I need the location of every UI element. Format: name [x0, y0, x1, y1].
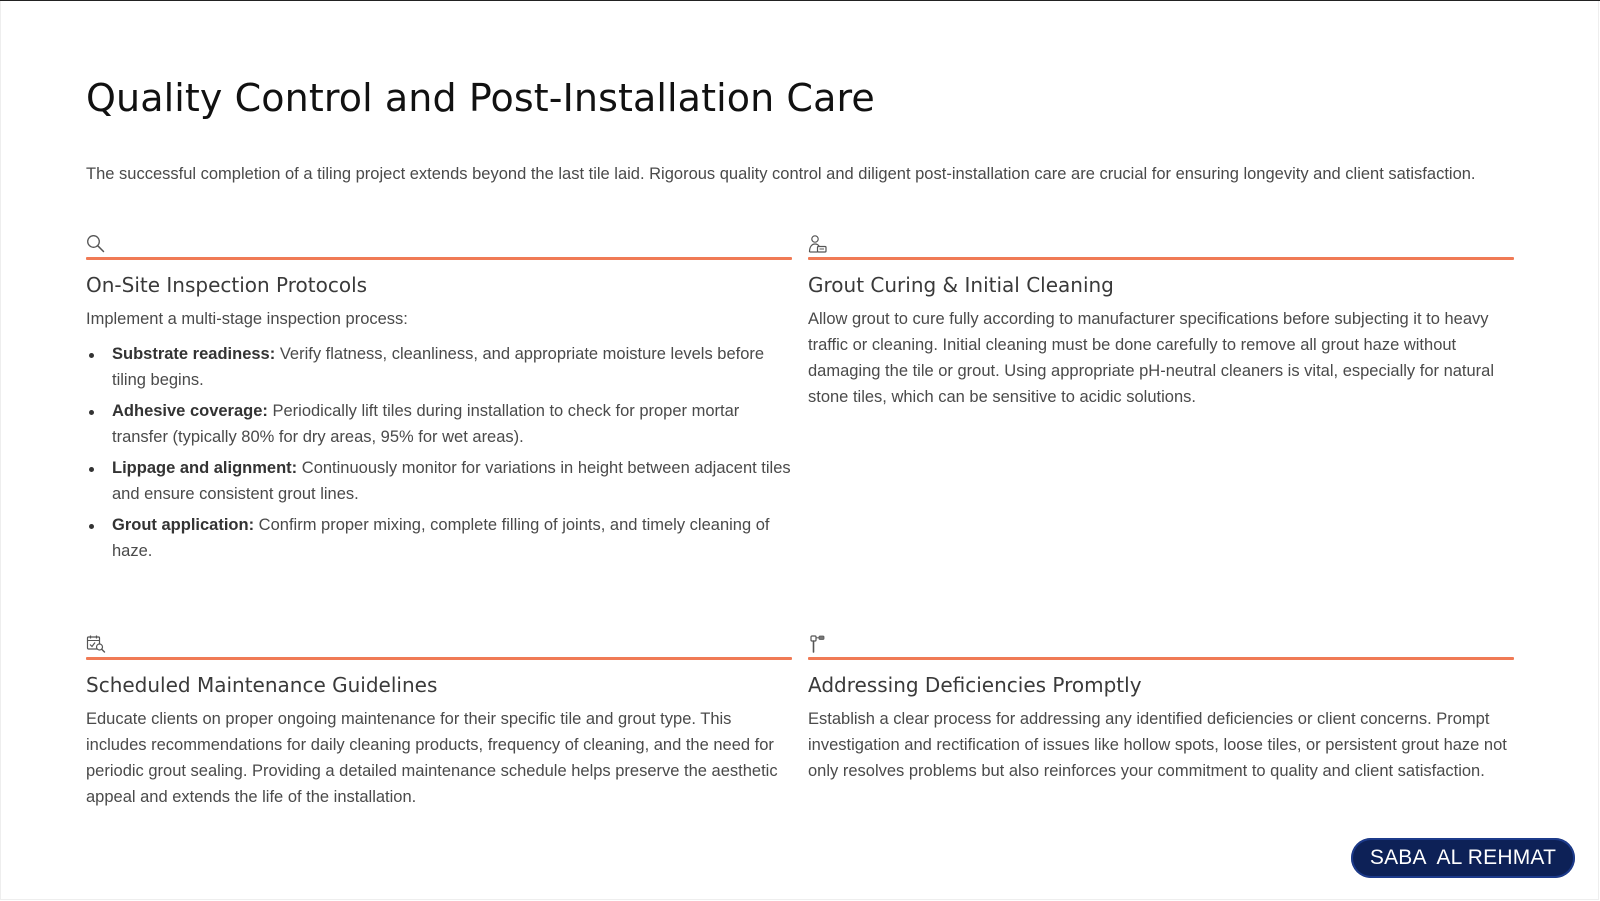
list-item-text: Continuously monitor for variations in height between adjacent tiles and ensure consistent grout lines. — [112, 459, 791, 503]
list-item-label: Grout application: — [112, 516, 255, 534]
intro-paragraph: The successful completion of a tiling project extends beyond the last tile laid. Rigorous quality control and diligent post-installation care are crucial for ensuring longevity and client satisfaction. — [86, 165, 1476, 183]
card-title: Grout Curing & Initial Cleaning — [808, 273, 1114, 297]
card-accent-rule — [86, 257, 792, 260]
card-accent-rule — [86, 657, 792, 660]
calendar-search-icon — [86, 634, 106, 654]
list-item-text: Verify flatness, cleanliness, and appropriate moisture levels before tiling begins. — [112, 345, 765, 389]
card-maintenance — [86, 630, 792, 810]
wrench-icon — [808, 634, 828, 654]
list-item — [86, 513, 792, 564]
list-item-label: Substrate readiness: — [112, 345, 276, 363]
list-item — [86, 399, 792, 450]
card-body-text: Educate clients on proper ongoing maintenance for their specific tile and grout type. This includes recommendations for daily cleaning products, frequency of cleaning, and the need for periodic grout sealing. Providing a detailed maintenance schedule helps preserve the aesthetic appeal and extends the life of the installation. — [86, 710, 778, 806]
card-lead-text: Implement a multi-stage inspection process: — [86, 310, 408, 328]
card-title: Scheduled Maintenance Guidelines — [86, 673, 438, 697]
author-badge — [1351, 838, 1575, 878]
list-item-label: Adhesive coverage: — [112, 402, 268, 420]
card-grout-curing — [808, 230, 1514, 410]
cleaning-worker-icon — [808, 234, 828, 254]
card-deficiencies — [808, 630, 1514, 784]
list-item-label: Lippage and alignment: — [112, 459, 298, 477]
card-title: On-Site Inspection Protocols — [86, 273, 368, 297]
card-body-text: Establish a clear process for addressing any identified deficiencies or client concerns. Prompt investigation and rectification of issues like hollow spots, loose tiles, or persistent grout haze not only resolves problems but also reinforces your commitment to quality and client satisfaction. — [808, 710, 1507, 780]
slide-title: Quality Control and Post-Installation Care — [86, 76, 875, 120]
card-accent-rule — [808, 257, 1514, 260]
card-body-text: Allow grout to cure fully according to manufacturer specifications before subjecting it to heavy traffic or cleaning. Initial cleaning must be done carefully to remove all grout haze without damaging the tile or grout. Using appropriate pH-neutral cleaners is vital, especially for natural stone tiles, which can be sensitive to acidic solutions. — [808, 310, 1495, 406]
card-accent-rule — [808, 657, 1514, 660]
list-item — [86, 342, 792, 393]
list-item-text: Confirm proper mixing, complete filling of joints, and timely cleaning of haze. — [112, 516, 770, 560]
search-icon — [86, 234, 106, 254]
inspection-list — [86, 342, 792, 564]
author-badge-text: SABA AL REHMAT — [1369, 846, 1557, 869]
list-item-text: Periodically lift tiles during installation to check for proper mortar transfer (typically 80% for dry areas, 95% for wet areas). — [112, 402, 740, 446]
list-item — [86, 456, 792, 507]
card-title: Addressing Deficiencies Promptly — [808, 673, 1142, 697]
card-inspection — [86, 230, 792, 570]
